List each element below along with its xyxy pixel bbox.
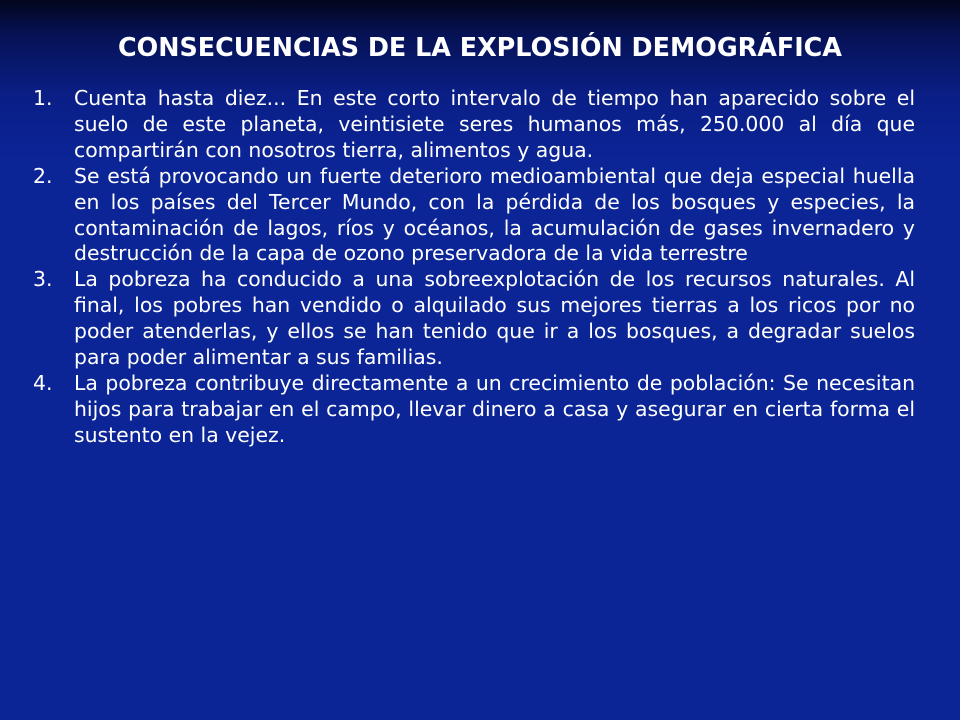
- list-item-number: 1.: [33, 86, 53, 110]
- list-item-number: 2.: [33, 163, 53, 188]
- list-item: [33, 267, 915, 371]
- list-item: [33, 86, 915, 164]
- slide-title: CONSECUENCIAS DE LA EXPLOSIÓN DEMOGRÁFICA: [118, 32, 842, 62]
- list-item: [33, 164, 915, 268]
- list-item: [33, 371, 915, 449]
- consequences-list: [33, 86, 915, 449]
- list-item-number: 4.: [33, 370, 53, 395]
- list-item-text: Cuenta hasta diez... En este corto intervalo de tiempo han aparecido sobre el suelo de este planeta, veintisiete seres humanos más, 250.000 al día que compartirán con nosotros tierra, alimentos y agua.: [74, 86, 915, 162]
- list-item-number: 3.: [33, 267, 53, 292]
- list-item-text: Se está provocando un fuerte deterioro medioambiental que deja especial huella en los países del Tercer Mundo, con la pérdida de los bosques y especies, la contaminación de lagos, ríos y océanos, la acumulación de gases invernadero y destrucción de la capa de ozono preservadora de la vida terrestre: [74, 163, 915, 266]
- list-item-text: La pobreza contribuye directamente a un crecimiento de población: Se necesitan hijos para trabajar en el campo, llevar dinero a casa y asegurar en cierta forma el sustento en la vejez.: [74, 370, 915, 447]
- list-item-text: La pobreza ha conducido a una sobreexplotación de los recursos naturales. Al final, los pobres han vendido o alquilado sus mejores tierras a los ricos por no poder atenderlas, y ellos se han tenido que ir a los bosques, a degradar suelos para poder alimentar a sus familias.: [74, 267, 915, 370]
